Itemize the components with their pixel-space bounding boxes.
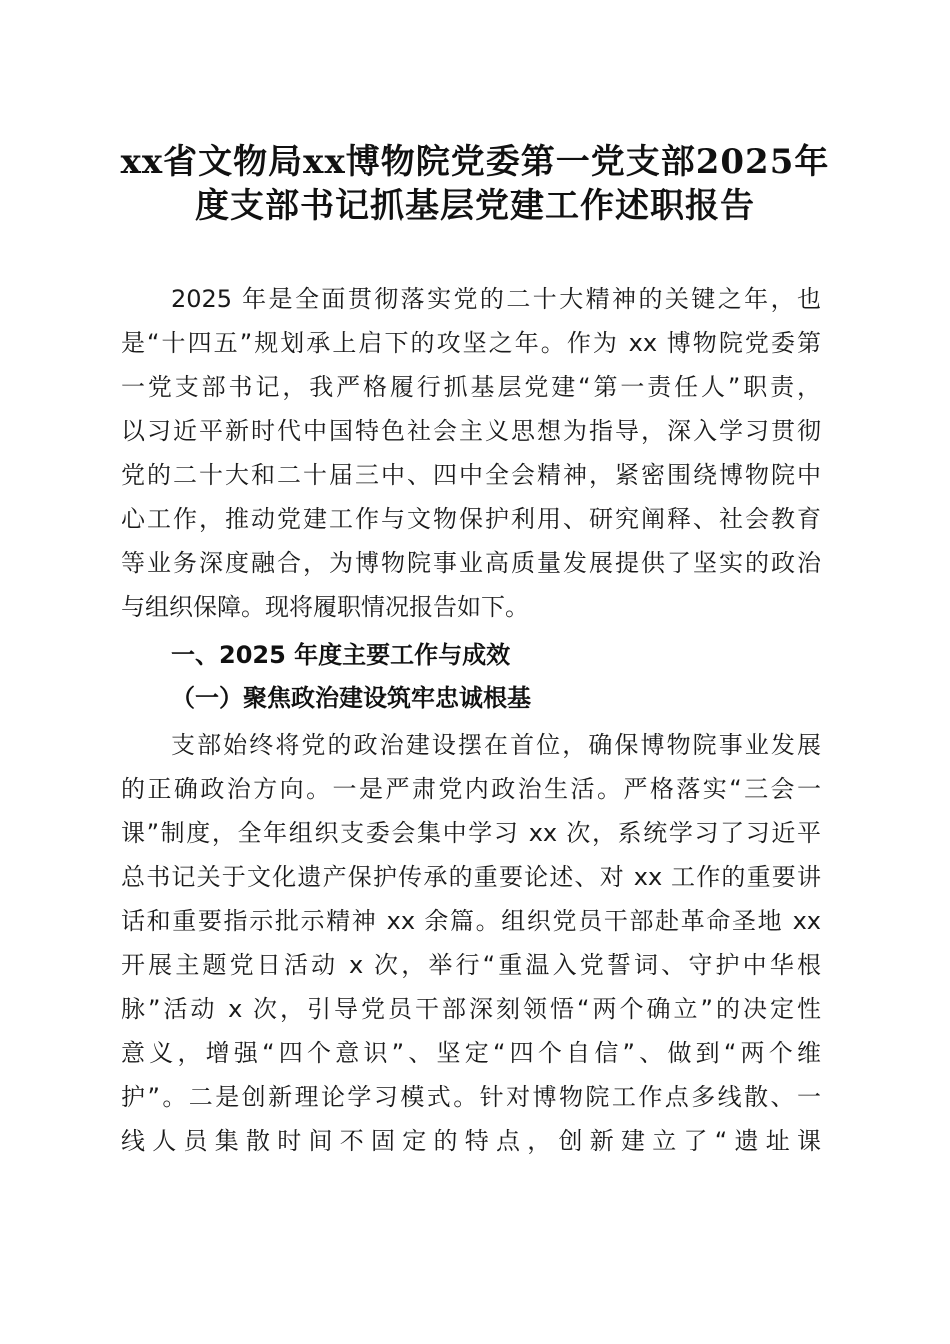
body-line: 话和重要指示批示精神 xx 余篇。组织党员干部赴革命圣地 xx bbox=[121, 907, 821, 935]
body-line: 开展主题党日活动 x 次，举行“重温入党誓词、守护中华根 bbox=[121, 951, 821, 979]
section-heading: 一、2025 年度主要工作与成效 bbox=[171, 641, 511, 669]
title-line-1: xx省文物局xx博物院党委第一党支部2025年 bbox=[120, 142, 830, 182]
body-line: 支部始终将党的政治建设摆在首位，确保博物院事业发展 bbox=[171, 731, 821, 759]
body-line: 总书记关于文化遗产保护传承的重要论述、对 xx 工作的重要讲 bbox=[121, 863, 821, 891]
intro-line: 一党支部书记，我严格履行抓基层党建“第一责任人”职责， bbox=[121, 373, 821, 401]
document-title bbox=[90, 140, 860, 228]
intro-line: 是“十四五”规划承上启下的攻坚之年。作为 xx 博物院党委第 bbox=[121, 329, 821, 357]
body-line: 的正确政治方向。一是严肃党内政治生活。严格落实“三会一 bbox=[121, 775, 821, 803]
intro-line: 心工作，推动党建工作与文物保护利用、研究阐释、社会教育 bbox=[121, 505, 821, 533]
body-line: 课”制度，全年组织支委会集中学习 xx 次，系统学习了习近平 bbox=[121, 819, 821, 847]
body-line: 意义，增强“四个意识”、坚定“四个自信”、做到“两个维 bbox=[121, 1039, 821, 1067]
intro-line: 党的二十大和二十届三中、四中全会精神，紧密围绕博物院中 bbox=[121, 461, 821, 489]
intro-line: 以习近平新时代中国特色社会主义思想为指导，深入学习贯彻 bbox=[121, 417, 821, 445]
subsection-heading: （一）聚焦政治建设筑牢忠诚根基 bbox=[171, 684, 531, 712]
body-line: 护”。二是创新理论学习模式。针对博物院工作点多线散、一 bbox=[121, 1083, 821, 1111]
intro-line: 等业务深度融合，为博物院事业高质量发展提供了坚实的政治 bbox=[121, 549, 821, 577]
intro-line: 2025 年是全面贯彻落实党的二十大精神的关键之年，也 bbox=[171, 285, 821, 313]
title-line-2: 度支部书记抓基层党建工作述职报告 bbox=[195, 186, 755, 226]
body-line: 脉”活动 x 次，引导党员干部深刻领悟“两个确立”的决定性 bbox=[121, 995, 821, 1023]
body-line: 线人员集散时间不固定的特点，创新建立了“遗址课 bbox=[121, 1127, 821, 1155]
intro-line: 与组织保障。现将履职情况报告如下。 bbox=[121, 593, 529, 621]
